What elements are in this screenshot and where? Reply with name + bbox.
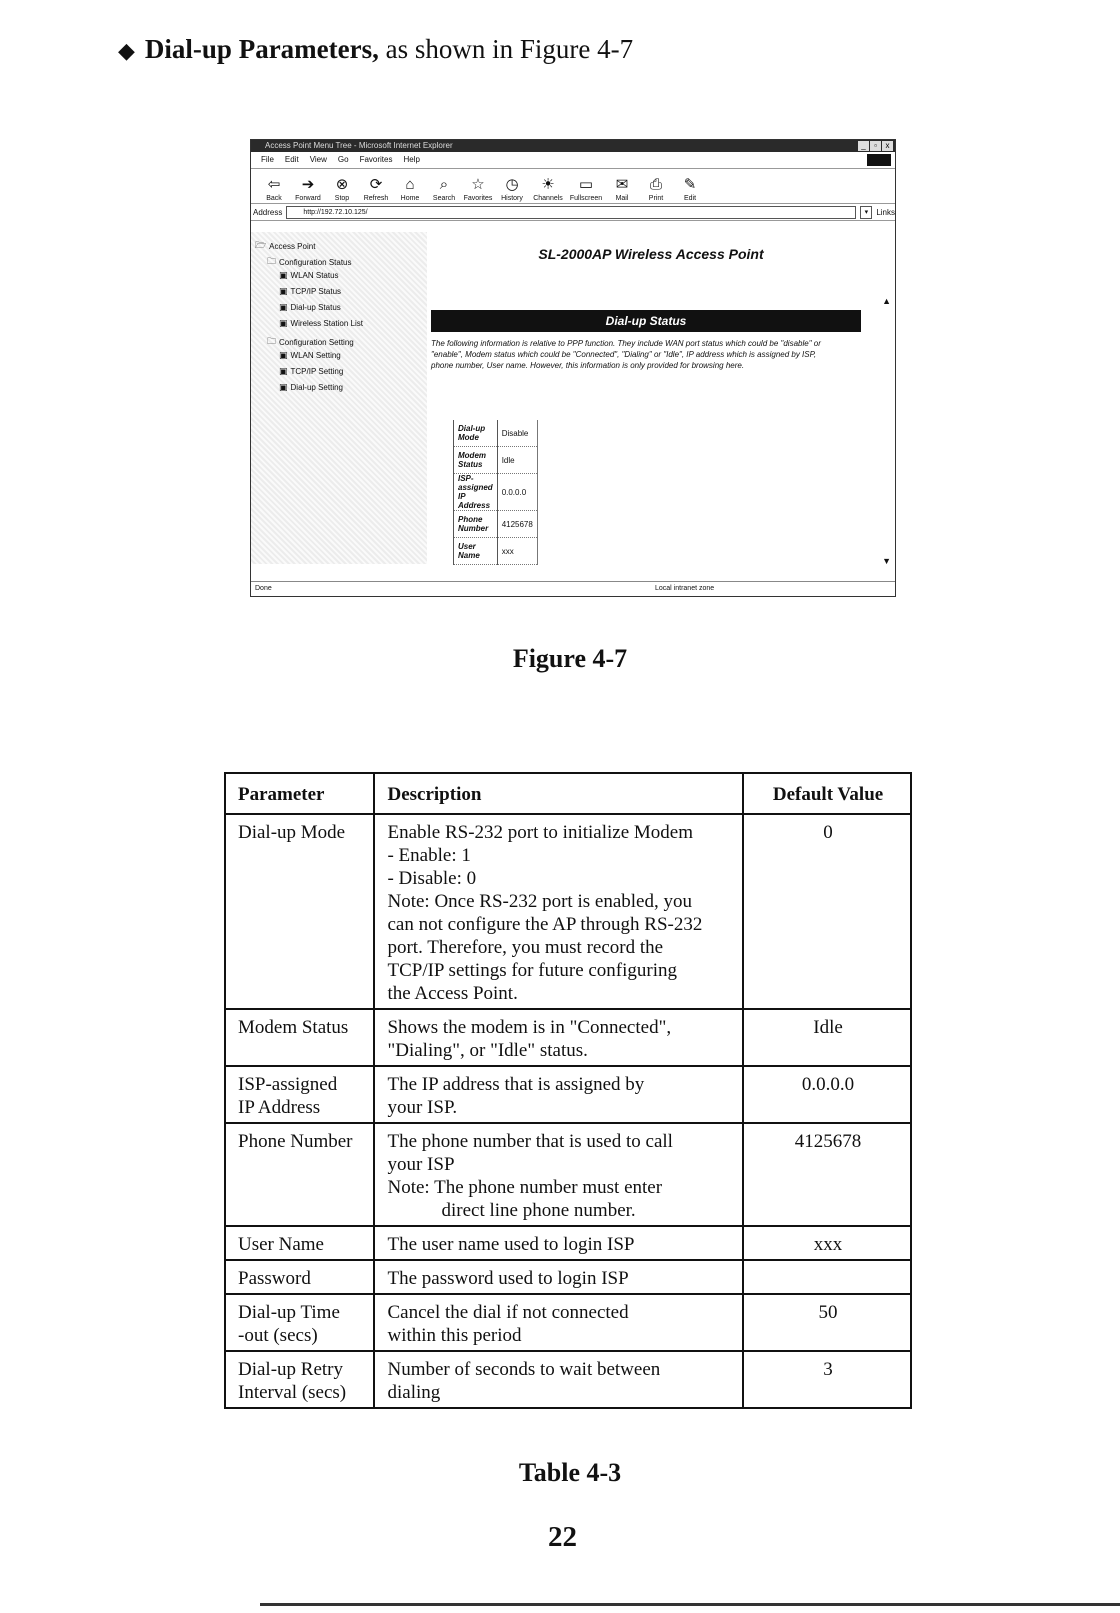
- channels-button[interactable]: ☀ Channels: [533, 176, 563, 202]
- tree-item-dialup-setting[interactable]: ▣ Dial-up Setting: [279, 382, 343, 392]
- menu-file[interactable]: File: [261, 155, 274, 164]
- desc-cell: The user name used to login ISP: [374, 1226, 743, 1260]
- desc-cell: Cancel the dial if not connected within this period: [374, 1294, 743, 1351]
- table-header-row: [225, 773, 911, 814]
- refresh-button[interactable]: ⟳ Refresh: [363, 176, 389, 202]
- page-number: 22: [548, 1521, 577, 1553]
- value-cell: 3: [743, 1351, 911, 1408]
- table-row: [454, 447, 538, 474]
- value-cell: 0: [743, 814, 911, 1009]
- value-cell: 0.0.0.0: [743, 1066, 911, 1123]
- fullscreen-button[interactable]: ▭ Fullscreen: [569, 176, 603, 202]
- desc-cell: The phone number that is used to call your ISP Note: The phone number must enter direct line phone number.: [374, 1123, 743, 1226]
- address-bar: [251, 204, 895, 221]
- status-label: ISP-assigned IP Address: [454, 474, 498, 511]
- value-cell: Idle: [743, 1009, 911, 1066]
- header-description: Description: [374, 773, 743, 814]
- table-row: [225, 814, 911, 1009]
- minimize-icon[interactable]: _: [858, 141, 869, 151]
- status-label: User Name: [454, 538, 498, 565]
- page-icon: ▣: [279, 350, 288, 360]
- param-cell: User Name: [225, 1226, 374, 1260]
- page-icon: ▣: [279, 366, 288, 376]
- value-cell: 50: [743, 1294, 911, 1351]
- browser-toolbar: [251, 169, 895, 204]
- folder-icon: 🗀: [267, 336, 277, 346]
- param-cell: Dial-up Time -out (secs): [225, 1294, 374, 1351]
- edit-button[interactable]: ✎ Edit: [683, 176, 697, 202]
- address-label: Address: [253, 207, 283, 217]
- mail-icon: ✉: [615, 176, 629, 193]
- scroll-down-icon[interactable]: ▼: [882, 556, 891, 566]
- table-row: [225, 1123, 911, 1226]
- param-cell: ISP-assigned IP Address: [225, 1066, 374, 1123]
- section-title-bold: Dial-up Parameters,: [144, 34, 379, 64]
- section-title-rest: as shown in Figure 4-7: [385, 34, 634, 64]
- search-icon: ⌕: [439, 176, 449, 193]
- table-row: [225, 1009, 911, 1066]
- status-value: 4125678: [497, 511, 537, 538]
- browser-screenshot: [250, 139, 896, 597]
- fullscreen-icon: ▭: [578, 176, 594, 193]
- tree-item-wlan-setting[interactable]: ▣ WLAN Setting: [279, 350, 341, 360]
- status-value: xxx: [497, 538, 537, 565]
- edit-icon: ✎: [683, 176, 697, 193]
- address-input[interactable]: http://192.72.10.125/: [286, 206, 856, 219]
- tree-item-tcpip-status[interactable]: ▣ TCP/IP Status: [279, 286, 342, 296]
- arrow-right-icon: ➔: [301, 176, 315, 193]
- bottom-rule: [260, 1603, 1120, 1606]
- figure-caption: Figure 4-7: [512, 644, 628, 673]
- desc-cell: The IP address that is assigned by your ISP.: [374, 1066, 743, 1123]
- print-icon: ⎙: [649, 176, 662, 193]
- desc-cell: Enable RS-232 port to initialize Modem - Enable: 1 - Disable: 0 Note: Once RS-232 port is enabled, you can not configure the AP through RS-232 port. Therefore, you must record the TCP/IP settings for future configuring the Access Point.: [374, 814, 743, 1009]
- table-caption: Table 4-3: [518, 1458, 622, 1487]
- tree-root[interactable]: 🗁 Access Point: [255, 238, 315, 254]
- dialup-info-text: The following information is relative to PPP function. They include WAN port status which could be "disable" or "enable", Modem status which could be "Connected", "Dialing" or "Idle", IP address which is assigned by ISP, phone number, User name. However, this information is only provided for browsing here.: [431, 339, 821, 370]
- table-row: [454, 538, 538, 565]
- tree-item-tcpip-setting[interactable]: ▣ TCP/IP Setting: [279, 366, 344, 376]
- table-row: [225, 1260, 911, 1294]
- page-icon: ▣: [279, 286, 288, 296]
- vertical-scrollbar[interactable]: [879, 296, 895, 566]
- page-icon: ▣: [279, 270, 288, 280]
- parameter-table: [224, 772, 912, 1409]
- desc-cell: Number of seconds to wait between dialing: [374, 1351, 743, 1408]
- favorites-icon: ☆: [471, 176, 485, 193]
- home-icon: ⌂: [405, 176, 415, 193]
- param-cell: Phone Number: [225, 1123, 374, 1226]
- table-row: [225, 1294, 911, 1351]
- status-value: Disable: [497, 420, 537, 447]
- header-default-value: Default Value: [743, 773, 911, 814]
- table-row: [454, 474, 538, 511]
- status-value: 0.0.0.0: [497, 474, 537, 511]
- status-label: Modem Status: [454, 447, 498, 474]
- menu-bar: [251, 152, 895, 169]
- header-parameter: Parameter: [225, 773, 374, 814]
- stop-icon: ⊗: [335, 176, 349, 193]
- param-cell: Dial-up Mode: [225, 814, 374, 1009]
- status-label: Dial-up Mode: [454, 420, 498, 447]
- chevron-down-icon[interactable]: ▾: [860, 206, 872, 219]
- section-heading: [118, 34, 633, 65]
- window-titlebar: [251, 140, 895, 152]
- scroll-up-icon[interactable]: ▲: [882, 296, 891, 306]
- browser-status-bar: [251, 581, 895, 596]
- forward-button[interactable]: ➔ Forward: [295, 176, 321, 202]
- table-row: [454, 420, 538, 447]
- param-cell: Modem Status: [225, 1009, 374, 1066]
- history-icon: ◷: [505, 176, 519, 193]
- ie-logo-icon: [867, 154, 891, 166]
- maximize-icon[interactable]: ▫: [870, 141, 881, 151]
- tree-item-configuration-setting[interactable]: 🗀 Configuration Setting: [267, 334, 354, 350]
- menu-go[interactable]: Go: [337, 155, 349, 164]
- home-button[interactable]: ⌂ Home: [400, 176, 420, 202]
- print-button[interactable]: ⎙ Print: [648, 176, 664, 202]
- desc-cell: Shows the modem is in "Connected", "Dialing", or "Idle" status.: [374, 1009, 743, 1066]
- folder-open-icon: 🗁: [255, 240, 267, 250]
- favorites-button[interactable]: ☆ Favorites: [463, 176, 493, 202]
- stop-button[interactable]: ⊗ Stop: [334, 176, 350, 202]
- diamond-bullet-icon: ◆: [118, 38, 135, 63]
- back-button[interactable]: ⇦ Back: [266, 176, 282, 202]
- folder-icon: 🗀: [267, 256, 277, 266]
- param-cell: Dial-up Retry Interval (secs): [225, 1351, 374, 1408]
- menu-edit[interactable]: Edit: [284, 155, 299, 164]
- page-icon: ▣: [279, 302, 288, 312]
- table-row: [225, 1066, 911, 1123]
- history-button[interactable]: ◷ History: [501, 176, 523, 202]
- menu-view[interactable]: View: [309, 155, 327, 164]
- desc-cell: The password used to login ISP: [374, 1260, 743, 1294]
- tree-item-dialup-status[interactable]: ▣ Dial-up Status: [279, 302, 341, 312]
- content-scroll-area: [431, 310, 871, 570]
- refresh-icon: ⟳: [369, 176, 383, 193]
- mail-button[interactable]: ✉ Mail: [615, 176, 629, 202]
- window-buttons: [858, 141, 893, 151]
- menu-tree: [251, 232, 427, 564]
- value-cell: xxx: [743, 1226, 911, 1260]
- menu-help[interactable]: Help: [403, 155, 420, 164]
- tree-item-configuration-status[interactable]: 🗀 Configuration Status: [267, 254, 352, 270]
- dialup-status-table: [453, 420, 538, 565]
- param-cell: Password: [225, 1260, 374, 1294]
- page-icon: ▣: [279, 318, 288, 328]
- dialup-status-bar: Dial-up Status: [431, 310, 861, 332]
- tree-item-wlan-status[interactable]: ▣ WLAN Status: [279, 270, 339, 280]
- links-button[interactable]: Links: [876, 207, 895, 217]
- arrow-left-icon: ⇦: [267, 176, 281, 193]
- search-button[interactable]: ⌕ Search: [432, 176, 456, 202]
- status-done: Done: [255, 585, 272, 592]
- page-title: SL-2000AP Wireless Access Point: [538, 246, 764, 262]
- menu-favorites[interactable]: Favorites: [359, 155, 393, 164]
- value-cell: 4125678: [743, 1123, 911, 1226]
- status-label: Phone Number: [454, 511, 498, 538]
- table-row: [225, 1226, 911, 1260]
- status-value: Idle: [497, 447, 537, 474]
- table-row: [454, 511, 538, 538]
- window-title: Access Point Menu Tree - Microsoft Internet Explorer: [265, 141, 453, 150]
- tree-item-wireless-station-list[interactable]: ▣ Wireless Station List: [279, 318, 363, 328]
- status-zone: Local intranet zone: [655, 585, 715, 592]
- value-cell: [743, 1260, 911, 1294]
- channels-icon: ☀: [541, 176, 555, 193]
- page-icon: ▣: [279, 382, 288, 392]
- table-row: [225, 1351, 911, 1408]
- close-icon[interactable]: x: [882, 141, 893, 151]
